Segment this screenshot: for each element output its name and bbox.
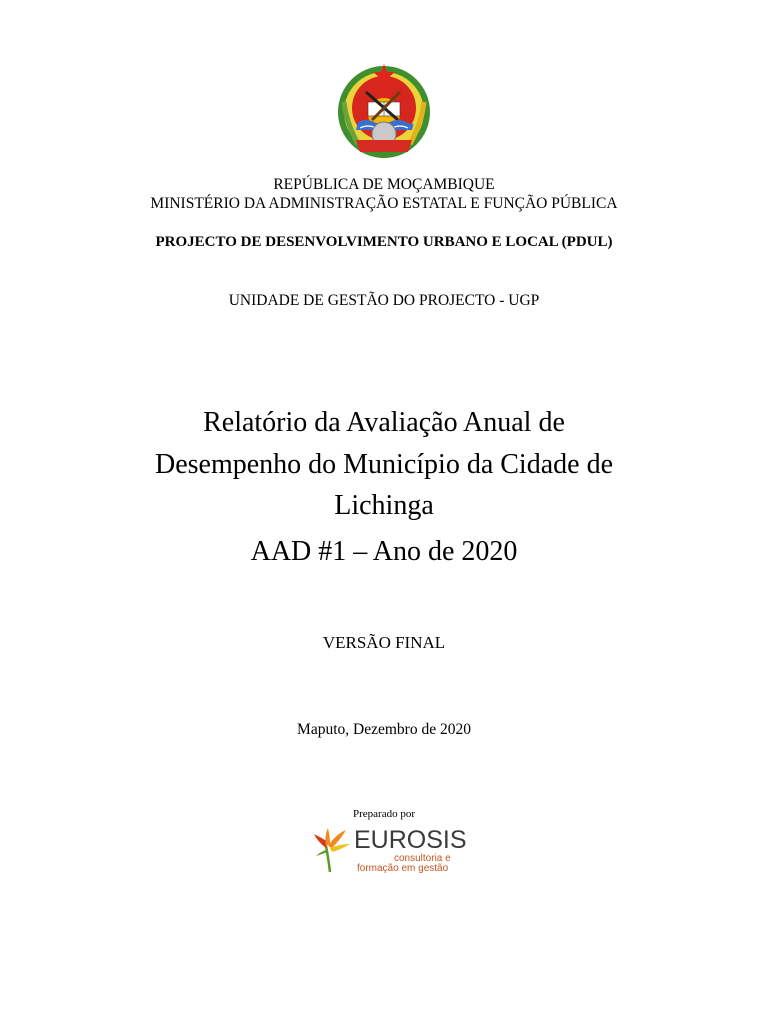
report-title-line-3: Lichinga <box>334 490 434 521</box>
place-and-date: Maputo, Dezembro de 2020 <box>297 721 471 738</box>
report-subtitle: AAD #1 – Ano de 2020 <box>250 536 518 567</box>
version-label: VERSÃO FINAL <box>322 633 446 652</box>
eurosis-logo <box>312 826 467 874</box>
country-name: REPÚBLICA DE MOÇAMBIQUE <box>273 176 495 193</box>
logo-tagline-2: formação em gestão <box>357 863 449 874</box>
logo-tagline-1: consultoria e <box>394 853 451 864</box>
report-title-line-1: Relatório da Avaliação Anual de <box>203 407 565 438</box>
mozambique-coat-of-arms-icon <box>336 62 432 160</box>
report-title-line-2: Desempenho do Município da Cidade de <box>154 449 613 480</box>
logo-company-name: EUROSIS <box>354 826 467 854</box>
unit-name: UNIDADE DE GESTÃO DO PROJECTO - UGP <box>228 292 540 309</box>
prepared-by-label: Preparado por <box>352 808 415 820</box>
project-name: PROJECTO DE DESENVOLVIMENTO URBANO E LOCAL (PDUL) <box>155 234 613 250</box>
ministry-name: MINISTÉRIO DA ADMINISTRAÇÃO ESTATAL E FUNÇÃO PÚBLICA <box>150 195 618 212</box>
eurosis-bird-of-paradise-icon <box>312 826 352 874</box>
